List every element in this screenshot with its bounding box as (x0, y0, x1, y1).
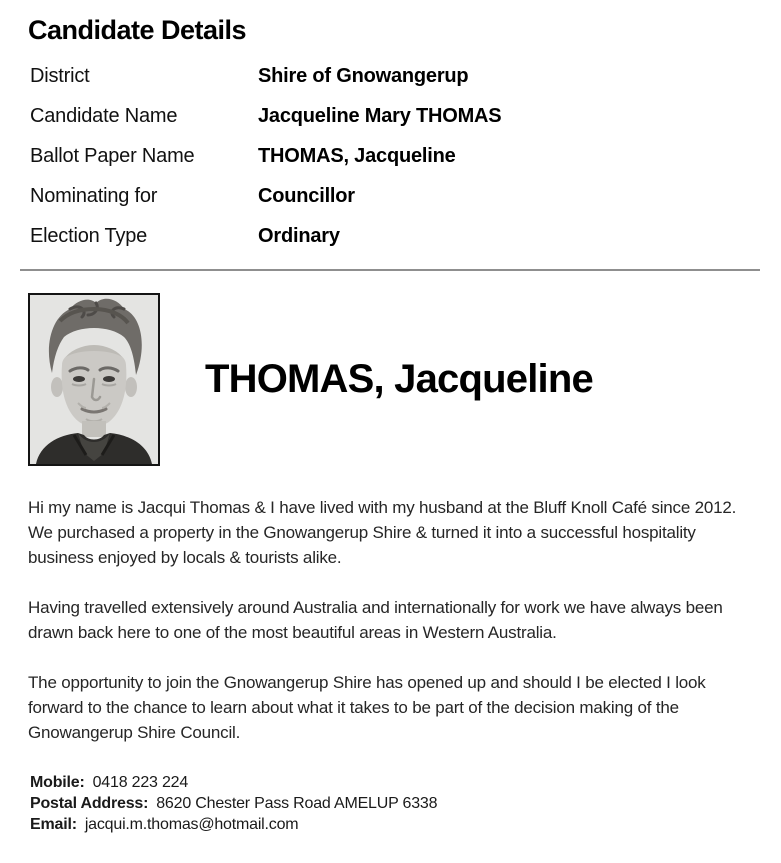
detail-label: Ballot Paper Name (30, 145, 195, 167)
contact-label: Postal Address: (30, 795, 149, 812)
candidate-profile-header (28, 293, 755, 466)
contact-row-mobile (30, 772, 755, 793)
detail-value: Shire of Gnowangerup (258, 65, 469, 87)
candidate-photo (28, 293, 160, 466)
section-divider (20, 269, 760, 271)
contact-row-postal-address (30, 793, 755, 814)
contact-row-email (30, 814, 755, 835)
bio-paragraph: The opportunity to join the Gnowangerup Shire has opened up and should I be elected I look forward to the chance to learn about what it takes to be part of the decision making of the Gnowangerup Shire Council. (28, 673, 706, 742)
contact-label: Mobile: (30, 774, 85, 791)
detail-label: Election Type (30, 225, 148, 247)
detail-row-candidate-name (30, 96, 755, 136)
bio-paragraph: Hi my name is Jacqui Thomas & I have lived with my husband at the Bluff Knoll Café since 2012. We purchased a property in the Gnowangerup Shire & turned it into a successful hospitality business enjoyed by locals & tourists alike. (28, 498, 737, 567)
contact-section (30, 772, 755, 835)
detail-value: Councillor (258, 185, 355, 207)
ballot-name-heading: THOMAS, Jacqueline (205, 357, 593, 401)
detail-label: Nominating for (30, 185, 158, 207)
detail-label: District (30, 65, 90, 87)
detail-row-district (30, 56, 755, 96)
detail-row-nominating-for (30, 176, 755, 216)
detail-row-ballot-paper-name (30, 136, 755, 176)
detail-label: Candidate Name (30, 105, 178, 127)
detail-value: Ordinary (258, 225, 340, 247)
page-title: Candidate Details (28, 15, 247, 45)
contact-label: Email: (30, 816, 77, 833)
candidate-details-table (30, 56, 755, 256)
portrait-photo-image (30, 295, 158, 464)
email-value: jacqui.m.thomas@hotmail.com (84, 816, 299, 833)
bio-paragraph: Having travelled extensively around Australia and internationally for work we have always been drawn back here to one of the most beautiful areas in Western Australia. (28, 598, 723, 642)
detail-value: THOMAS, Jacqueline (258, 145, 456, 167)
postal-address-value: 8620 Chester Pass Road AMELUP 6338 (156, 795, 438, 812)
candidate-bio (28, 495, 755, 745)
detail-value: Jacqueline Mary THOMAS (258, 105, 502, 127)
mobile-value: 0418 223 224 (92, 774, 189, 791)
detail-row-election-type (30, 216, 755, 256)
